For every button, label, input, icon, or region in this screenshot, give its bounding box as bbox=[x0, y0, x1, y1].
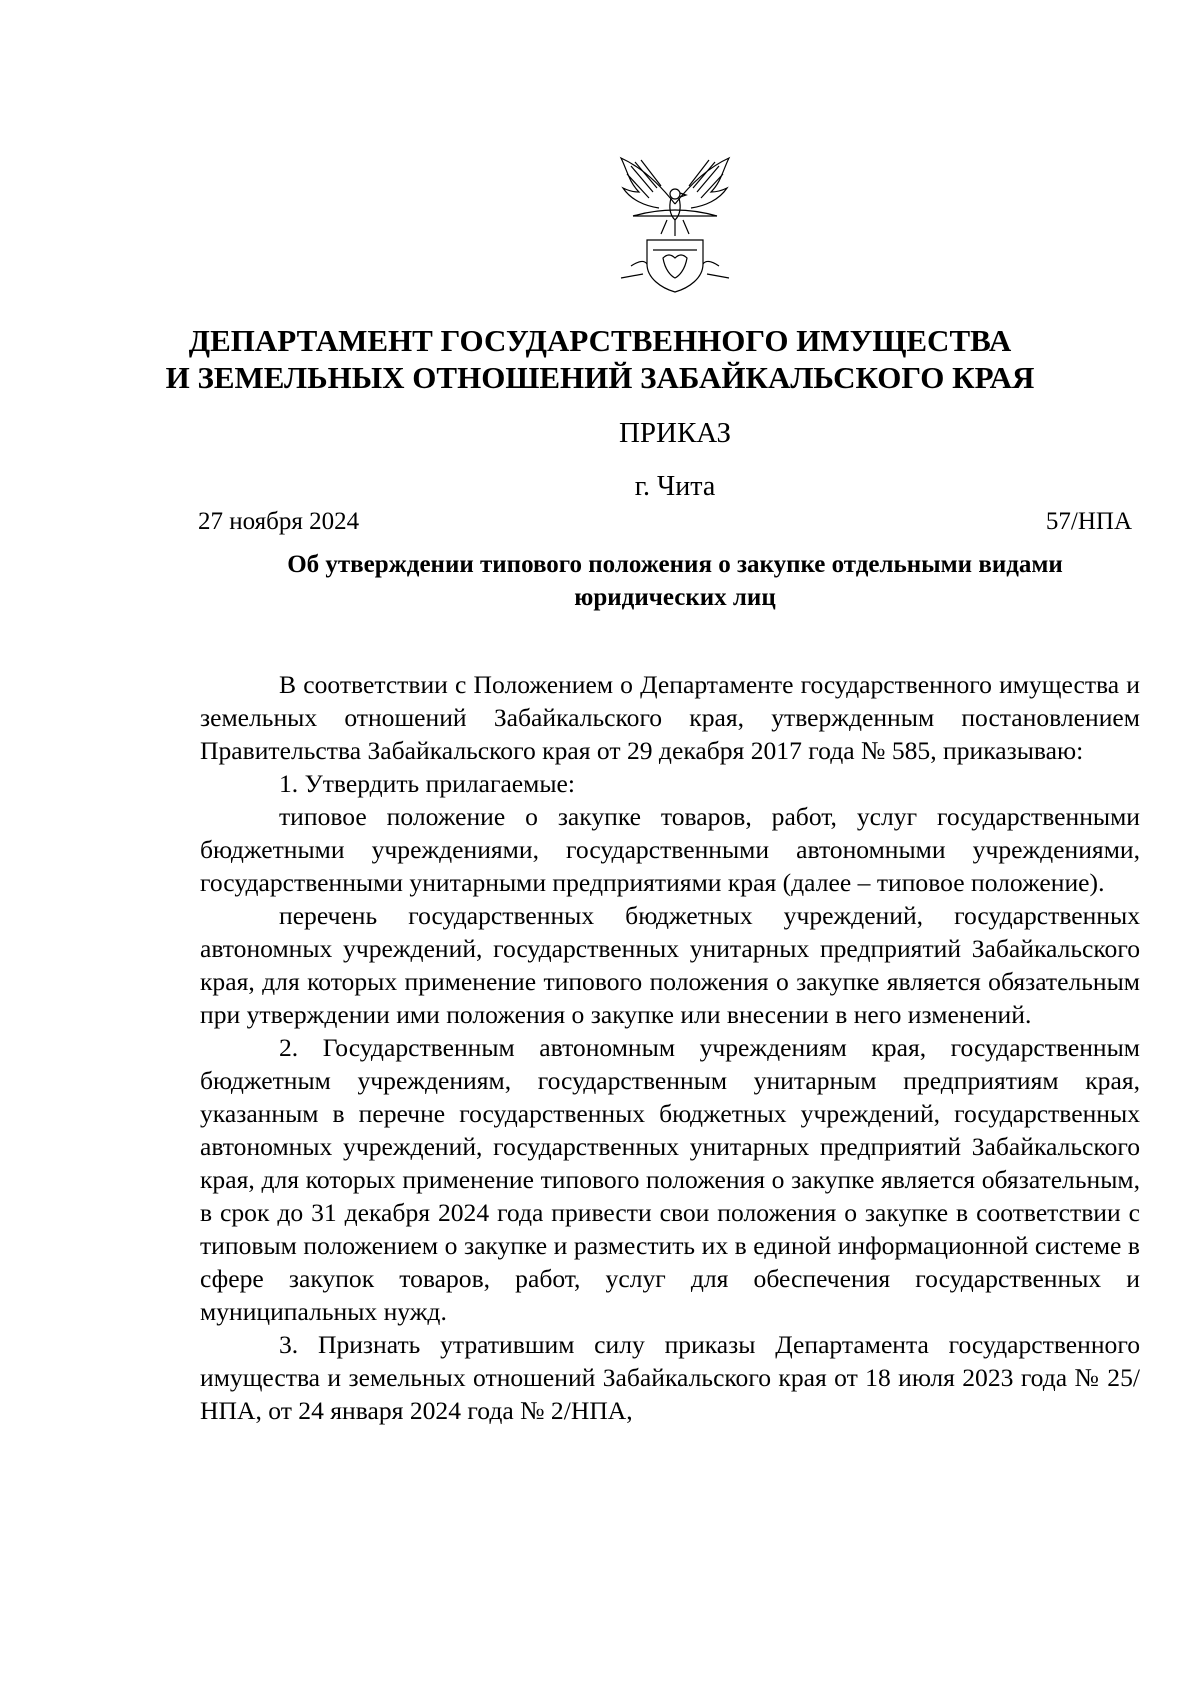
document-title-line-1: Об утверждении типового положения о закупке отдельными видами bbox=[287, 551, 1063, 578]
document-title bbox=[210, 548, 1140, 614]
document-number: 57/НПА bbox=[1045, 508, 1132, 535]
paragraph-item-2: 2. Государственным автономным учреждениям края, государственным бюджетным учреждениям, государственным унитарным предприятиям края, указанным в перечне государственных бюджетных учреждений, государственных автономных учреждений, государственных унитарных предприятий Забайкальского края, для которых применение типового положения о закупке является обязательным, в срок до 31 декабря 2024 года привести свои положения о закупке в соответствии с типовым положением о закупке и разместить их в единой информационной системе в сфере закупок товаров, работ, услуг для обеспечения государственных и муниципальных нужд. bbox=[200, 1033, 1140, 1326]
paragraph-item-1-typical-regulation: типовое положение о закупке товаров, работ, услуг государственными бюджетными учреждениями, государственными автономными учреждениями, государственными унитарными предприятиями края (далее – типовое положение). bbox=[200, 802, 1140, 897]
paragraph-item-1-list: перечень государственных бюджетных учреждений, государственных автономных учреждений, государственных унитарных предприятий Забайкальского края, для которых применение типового положения о закупке является обязательным при утверждении ими положения о закупке или внесении в него изменений. bbox=[200, 901, 1140, 1029]
organization-name-line-1: ДЕПАРТАМЕНТ ГОСУДАРСТВЕННОГО ИМУЩЕСТВА bbox=[188, 323, 1012, 358]
paragraph-item-3: 3. Признать утратившим силу приказы Департамента государственного имущества и земельных отношений Забайкальского края от 18 июля 2023 года № 25/НПА, от 24 января 2024 года № 2/НПА, bbox=[200, 1330, 1140, 1425]
organization-name bbox=[150, 322, 1050, 396]
document-body bbox=[200, 668, 1140, 1427]
document-title-line-2: юридических лиц bbox=[574, 584, 776, 611]
city: г. Чита bbox=[634, 471, 716, 502]
document-type: ПРИКАЗ bbox=[618, 417, 732, 449]
organization-name-line-2: И ЗЕМЕЛЬНЫХ ОТНОШЕНИЙ ЗАБАЙКАЛЬСКОГО КРАЯ bbox=[165, 360, 1035, 395]
paragraph-preamble: В соответствии с Положением о Департаменте государственного имущества и земельных отношений Забайкальского края, утвержденным постановлением Правительства Забайкальского края от 29 декабря 2017 года № 585, приказываю: bbox=[200, 670, 1140, 765]
coat-of-arms-eagle-icon bbox=[613, 146, 737, 296]
paragraph-item-1: 1. Утвердить прилагаемые: bbox=[279, 769, 576, 798]
document-date: 27 ноября 2024 bbox=[198, 508, 360, 535]
